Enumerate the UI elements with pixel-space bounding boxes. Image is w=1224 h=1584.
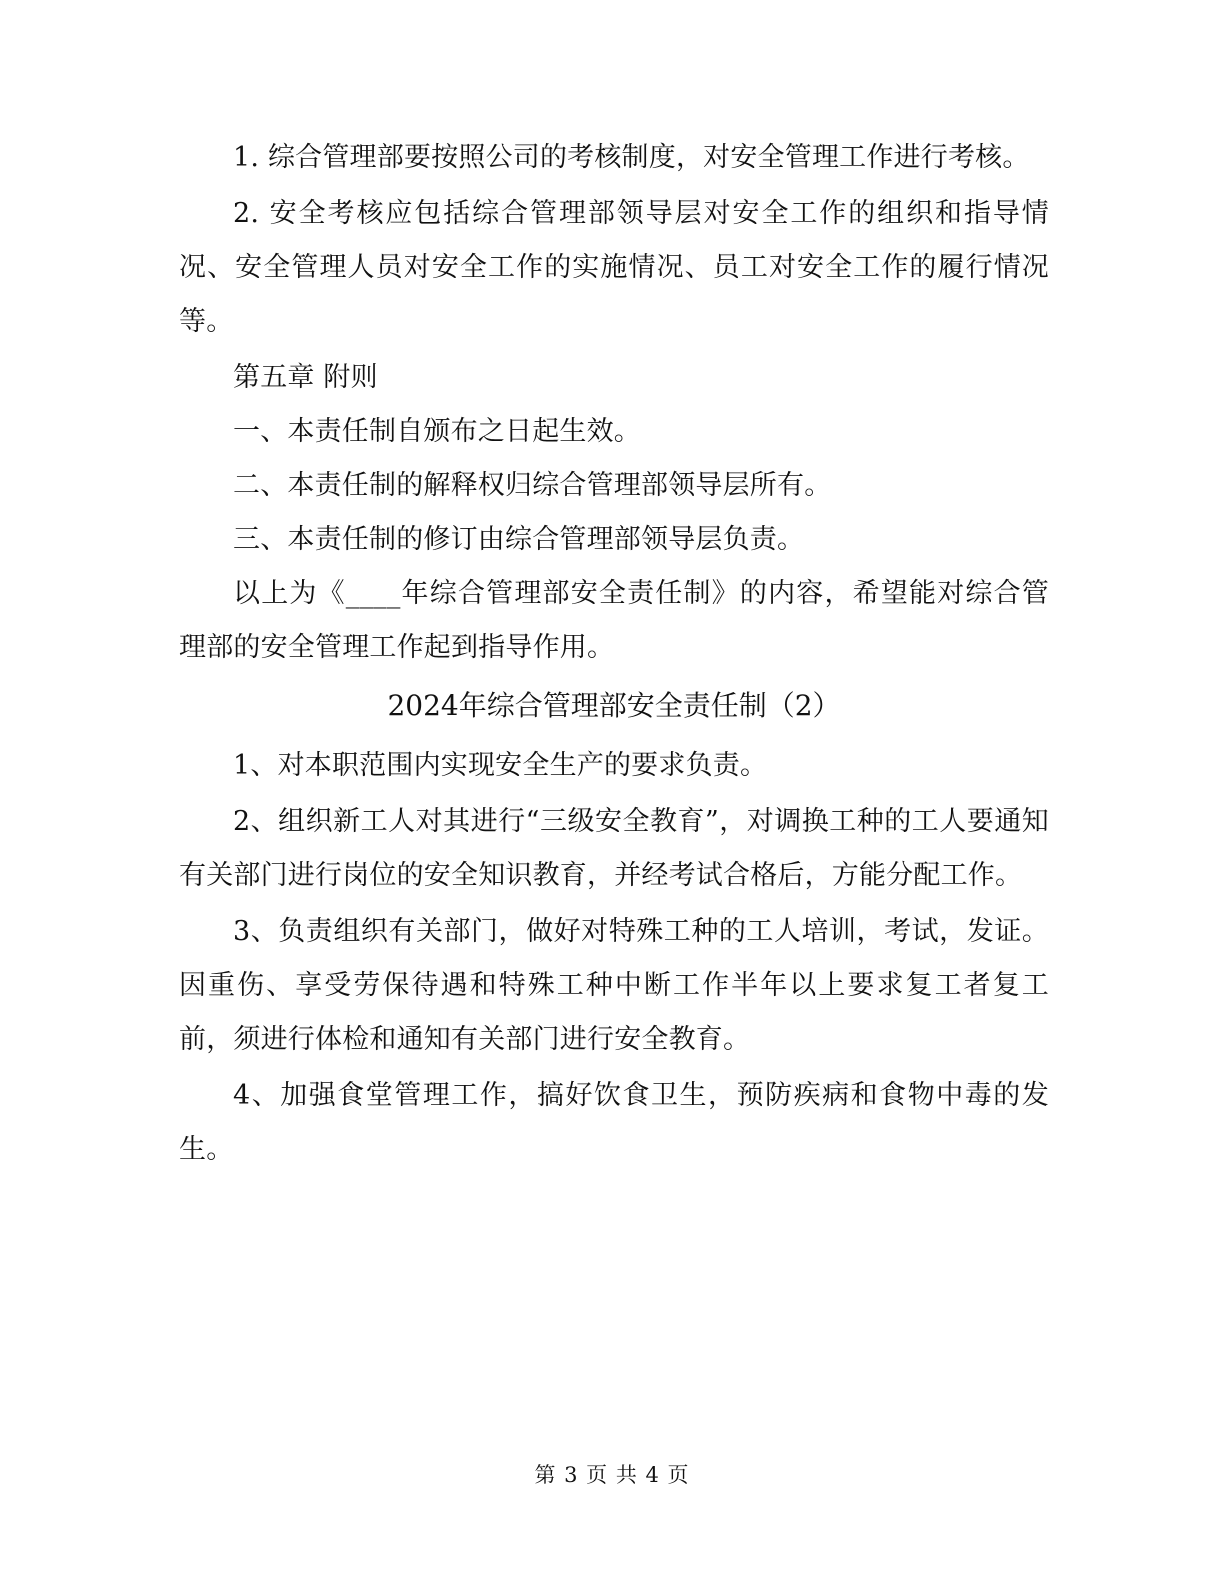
chapter-heading: 第五章 附则 [233, 362, 378, 393]
clause-assessment-2: 2. 安全考核应包括综合管理部领导层对安全工作的组织和指导情况、安全管理人员对安全工作的实施情况、员工对安全工作的履行情况等。 [179, 198, 1049, 337]
supplementary-clause-2: 二、本责任制的解释权归综合管理部领导层所有。 [233, 470, 832, 501]
clause-assessment-1: 1. 综合管理部要按照公司的考核制度，对安全管理工作进行考核。 [233, 142, 1030, 173]
supplementary-clause-3: 三、本责任制的修订由综合管理部领导层负责。 [233, 524, 805, 555]
duty-item-2: 2、组织新工人对其进行“三级安全教育”，对调换工种的工人要通知有关部门进行岗位的安全知识教育，并经考试合格后，方能分配工作。 [179, 806, 1049, 891]
supplementary-clause-1: 一、本责任制自颁布之日起生效。 [233, 416, 641, 447]
duty-item-1: 1、对本职范围内实现安全生产的要求负责。 [233, 750, 768, 781]
closing-paragraph: 以上为《____年综合管理部安全责任制》的内容，希望能对综合管理部的安全管理工作起到指导作用。 [179, 578, 1049, 663]
duty-item-4: 4、加强食堂管理工作，搞好饮食卫生，预防疾病和食物中毒的发生。 [179, 1080, 1049, 1165]
page-number: 第 3 页 共 4 页 [534, 1463, 690, 1487]
section-title: 2024年综合管理部安全责任制（2） [387, 689, 841, 722]
document-body [179, 131, 1049, 1177]
duty-item-3: 3、负责组织有关部门，做好对特殊工种的工人培训，考试，发证。因重伤、享受劳保待遇和特殊工种中断工作半年以上要求复工者复工前，须进行体检和通知有关部门进行安全教育。 [179, 916, 1049, 1055]
